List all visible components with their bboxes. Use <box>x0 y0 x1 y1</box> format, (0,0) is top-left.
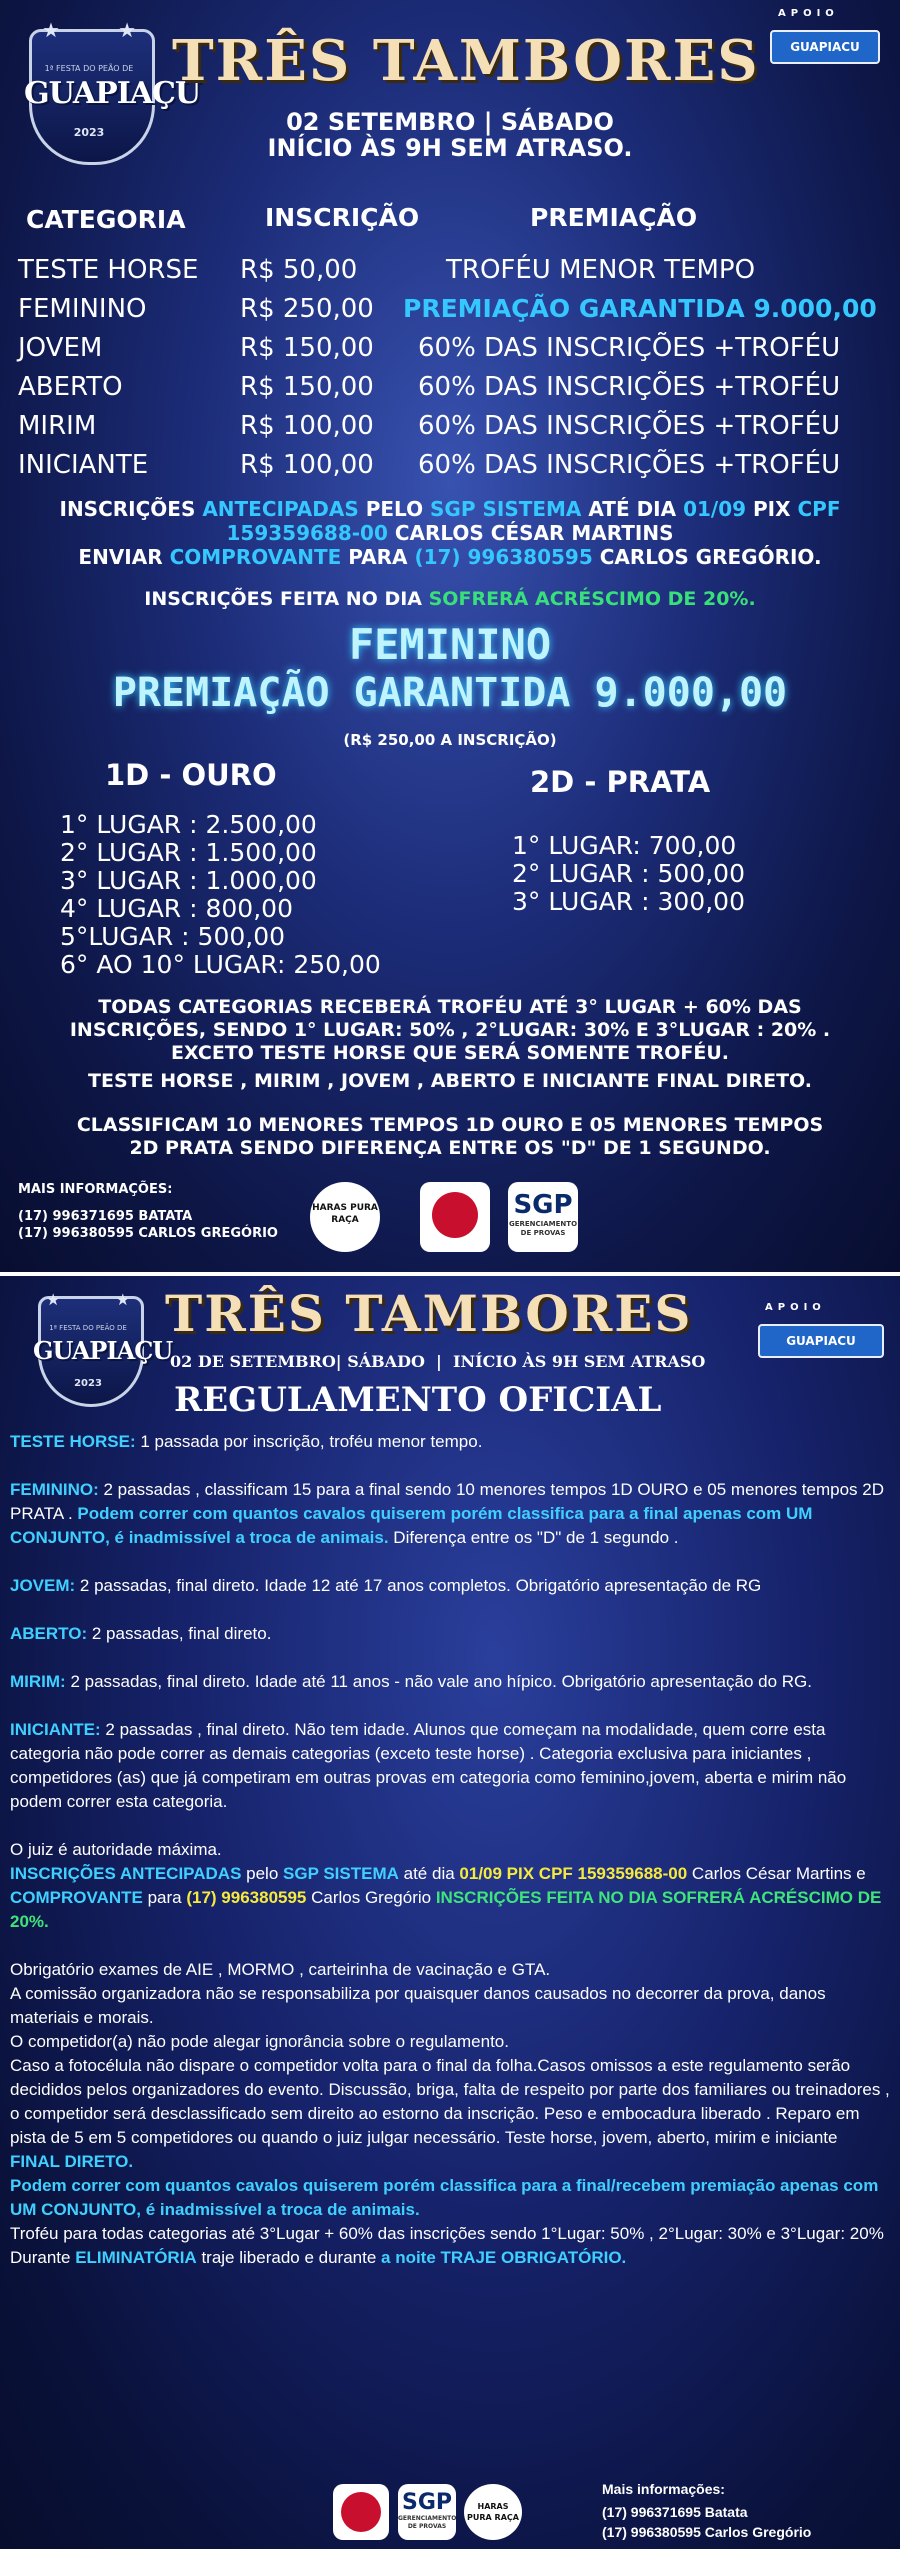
rule-label: TESTE HORSE: <box>10 1432 136 1451</box>
rule-label: INICIANTE: <box>10 1720 101 1739</box>
sgp-logo <box>398 2484 456 2540</box>
crest-year: 2023 <box>73 126 105 139</box>
ouro-place: 2° LUGAR : 1.500,00 <box>60 838 317 867</box>
phone-number: (17) 996380595 <box>414 545 593 569</box>
rule-teste-horse <box>10 1430 890 1454</box>
regulation-heading: REGULAMENTO OFICIAL <box>174 1380 662 1420</box>
ouro-list <box>60 811 381 979</box>
haras-logo: HARAS PURA RAÇA <box>464 2484 522 2540</box>
horse-head-icon <box>341 2492 381 2532</box>
rule-trofeu: Troféu para todas categorias até 3°Lugar + 60% das inscrições sendo 1°Lugar: 50% , 2°Lugar: 30% e 3°Lugar: 20% <box>10 2224 884 2243</box>
contact-phone: (17) 996371695 BATATA <box>18 1209 193 1224</box>
rule-text: Diferença entre os "D" de 1 segundo . <box>388 1528 679 1547</box>
category-prize: 60% DAS INSCRIÇÕES +TROFÉU <box>418 411 841 441</box>
prata-list <box>512 832 745 916</box>
ouro-place: 4° LUGAR : 800,00 <box>60 894 293 923</box>
trophy-rule-line: EXCETO TESTE HORSE QUE SERÁ SOMENTE TROFÉU. <box>170 1042 730 1064</box>
info-highlight: ANTECIPADAS <box>202 497 359 521</box>
contact-phone: (17) 996371695 Batata <box>602 2504 748 2520</box>
star-icon: ★ <box>115 1290 130 1309</box>
prata-place: 1° LUGAR: 700,00 <box>512 831 737 860</box>
rule-highlight: a noite TRAJE OBRIGATÓRIO. <box>381 2248 627 2267</box>
feminino-prize: PREMIAÇÃO GARANTIDA 9.000,00 <box>112 670 788 716</box>
star-icon: ★ <box>118 18 136 42</box>
rule-text: 2 passadas , final direto. Não tem idade. Alunos que começam na modalidade, quem corre esta categoria não pode correr as demais categorias (exceto teste horse) . Categoria exclusiva para iniciantes , competidores (as) que já competiram em outras provas em categoria como feminino,jovem, aberta e mirim não podem correr esta categoria. <box>10 1720 847 1811</box>
category-row <box>18 450 888 489</box>
regulation-body <box>10 1430 890 2270</box>
trophy-rules <box>0 996 900 1065</box>
category-price: R$ 50,00 <box>240 255 358 285</box>
surcharge-line <box>0 588 900 610</box>
info-highlight: CPF <box>797 497 841 521</box>
category-row <box>18 255 888 294</box>
rule-aberto <box>10 1622 890 1646</box>
category-name: JOVEM <box>18 333 103 363</box>
sgp-logo-sub: GERENCIAMENTO DE PROVAS <box>508 1220 578 1237</box>
category-name: INICIANTE <box>18 450 149 480</box>
category-prize: PREMIAÇÃO GARANTIDA 9.000,00 <box>403 294 877 323</box>
crest-edition: 1ª FESTA DO PEÃO DE <box>44 64 134 73</box>
category-price: R$ 100,00 <box>240 450 374 480</box>
category-price: R$ 150,00 <box>240 333 374 363</box>
info-text: PIX <box>746 497 798 521</box>
poster-schedule <box>0 0 900 1272</box>
apoio-label: APOIO <box>778 8 839 19</box>
category-prize: 60% DAS INSCRIÇÕES +TROFÉU <box>418 372 841 402</box>
date-line: 02 DE SETEMBRO| SÁBADO | INÍCIO ÀS 9H SEM ATRASO <box>170 1352 706 1371</box>
feminino-fee: (R$ 250,00 A INSCRIÇÃO) <box>343 731 557 749</box>
crest-year: 2023 <box>74 1378 102 1389</box>
rule-fotocelula <box>10 2054 890 2174</box>
rule-highlight: ELIMINATÓRIA <box>75 2248 197 2267</box>
info-line-2 <box>0 521 900 545</box>
category-row <box>18 411 888 450</box>
category-name: ABERTO <box>18 372 123 402</box>
rule-highlight: FINAL DIRETO. <box>10 2152 134 2171</box>
rule-text: Caso a fotocélula não dispare o competidor volta para o final da folha.Casos omissos a este regulamento serão decididos pelos organizadores do evento. Discussão, briga, falta de respeito por parte dos familiares ou treinadores , o competidor será desclassificado sem direito ao estorno da inscrição. Peso e embocadura liberado . Reparo em pista de 5 em 5 competidores ou quando o juiz julgar necessário. Teste horse, jovem, aberto, mirim e iniciante <box>10 2056 890 2147</box>
info-text: PELO <box>358 497 431 521</box>
rule-exames: Obrigatório exames de AIE , MORMO , carteirinha de vacinação e GTA. <box>10 1960 551 1979</box>
poster-regulation <box>0 1276 900 2549</box>
rule-text: Durante <box>10 2248 76 2267</box>
ouro-place: 6° AO 10° LUGAR: 250,00 <box>60 950 381 979</box>
info-text: ATÉ DIA <box>581 497 684 521</box>
horse-logo <box>333 2484 389 2540</box>
horse-logo <box>420 1182 490 1252</box>
info-text: CARLOS CÉSAR MARTINS <box>387 521 674 545</box>
rule-label: FEMININO: <box>10 1480 99 1499</box>
contact-list <box>18 1208 278 1242</box>
info-text: INSCRIÇÕES <box>59 497 203 521</box>
phone-number: (17) 996380595 <box>186 1888 307 1907</box>
prata-place: 3° LUGAR : 300,00 <box>512 887 745 916</box>
feminino-title: FEMININO <box>348 620 552 669</box>
trophy-rule-line: TODAS CATEGORIAS RECEBERÁ TROFÉU ATÉ 3° LUGAR + 60% DAS <box>98 996 802 1018</box>
ouro-place: 3° LUGAR : 1.000,00 <box>60 866 317 895</box>
info-line-3 <box>0 545 900 569</box>
rule-text: Carlos César Martins e <box>687 1864 866 1883</box>
ouro-place: 1° LUGAR : 2.500,00 <box>60 810 317 839</box>
event-title: TRÊS TAMBORES <box>172 28 760 94</box>
contact-list <box>602 2502 811 2542</box>
rule-label: JOVEM: <box>10 1576 76 1595</box>
rule-text: Carlos Gregório <box>306 1888 436 1907</box>
sgp-logo <box>508 1182 578 1252</box>
rule-comissao: A comissão organizadora não se responsabiliza por quaisquer danos causados no decorrer da prova, danos materiais e morais. <box>10 1984 826 2027</box>
category-row <box>18 372 888 411</box>
date-line: 02 SETEMBRO | SÁBADO <box>286 108 614 136</box>
category-name: MIRIM <box>18 411 97 441</box>
info-text: ENVIAR <box>78 545 170 569</box>
info-highlight: COMPROVANTE <box>169 545 342 569</box>
category-price: R$ 150,00 <box>240 372 374 402</box>
rule-highlight: INSCRIÇÕES FEITA NO DIA SOFRERÁ ACRÉSCIMO DE 20%. <box>10 1888 882 1931</box>
contact-phone: (17) 996380595 Carlos Gregório <box>602 2524 812 2540</box>
rule-highlight: INSCRIÇÕES ANTECIPADAS <box>10 1864 242 1883</box>
crest-name: GUAPIAÇU <box>33 1336 173 1365</box>
rule-competidor: O competidor(a) não pode alegar ignorância sobre o regulamento. <box>10 2032 509 2051</box>
surcharge-highlight: SOFRERÁ ACRÉSCIMO DE 20%. <box>428 588 756 610</box>
classify-rules <box>0 1114 900 1160</box>
star-icon: ★ <box>42 18 60 42</box>
rule-cavalos: Podem correr com quantos cavalos quiserem porém classifica para a final/recebem premiação apenas com UM CONJUNTO, é inadmissível a troca de animais. <box>10 2176 879 2219</box>
festa-crest-logo <box>28 1286 173 1406</box>
header-premiacao: PREMIAÇÃO <box>530 203 698 232</box>
rule-label: MIRIM: <box>10 1672 66 1691</box>
rule-text: 2 passadas, final direto. <box>87 1624 272 1643</box>
category-price: R$ 250,00 <box>240 294 374 324</box>
info-text: PARA <box>341 545 415 569</box>
ouro-place: 5°LUGAR : 500,00 <box>60 922 286 951</box>
rule-text: 2 passadas, final direto. Idade 12 até 17 anos completos. Obrigatório apresentação de RG <box>75 1576 762 1595</box>
rule-highlight: COMPROVANTE <box>10 1888 143 1907</box>
classify-line: 2D PRATA SENDO DIFERENÇA ENTRE OS "D" DE 1 SEGUNDO. <box>129 1137 771 1159</box>
rule-jovem <box>10 1574 890 1598</box>
sgp-logo-text: SGP <box>401 2490 453 2515</box>
info-highlight: 01/09 <box>683 497 747 521</box>
final-direct-line: TESTE HORSE , MIRIM , JOVEM , ABERTO E INICIANTE FINAL DIRETO. <box>88 1070 812 1092</box>
contact-phone: (17) 996380595 CARLOS GREGÓRIO <box>18 1226 278 1241</box>
sponsor-guapiacu-badge: GUAPIACU <box>770 30 880 64</box>
rule-text: para <box>142 1888 187 1907</box>
category-table <box>18 255 888 489</box>
apoio-label: APOIO <box>765 1302 826 1313</box>
rule-text: 2 passadas , classificam 15 para a final sendo 10 menores tempos 1D OURO e 05 menores tempos 2D PRATA . <box>10 1480 885 1523</box>
surcharge-text: INSCRIÇÕES FEITA NO DIA <box>144 588 429 610</box>
rule-text: pelo <box>241 1864 284 1883</box>
rule-juiz: O juiz é autoridade máxima. <box>10 1840 222 1859</box>
category-price: R$ 100,00 <box>240 411 374 441</box>
rule-traje <box>10 2246 890 2270</box>
ouro-title: 1D - OURO <box>105 758 277 792</box>
classify-line: CLASSIFICAM 10 MENORES TEMPOS 1D OURO E 05 MENORES TEMPOS <box>76 1114 824 1136</box>
rule-mirim <box>10 1670 890 1694</box>
haras-logo: HARAS PURA RAÇA <box>310 1182 380 1252</box>
rule-text: 2 passadas, final direto. Idade até 11 anos - não vale ano hípico. Obrigatório apresentação do RG. <box>65 1672 812 1691</box>
rule-iniciante <box>10 1718 890 1814</box>
rule-feminino <box>10 1478 890 1550</box>
category-name: FEMININO <box>18 294 147 324</box>
category-row <box>18 333 888 372</box>
prata-place: 2° LUGAR : 500,00 <box>512 859 745 888</box>
cpf-number: 159359688-00 <box>226 521 388 545</box>
rule-text: traje liberado e durante <box>196 2248 382 2267</box>
header-categoria: CATEGORIA <box>26 205 186 234</box>
info-highlight: SGP SISTEMA <box>430 497 582 521</box>
category-row <box>18 294 888 333</box>
category-prize: 60% DAS INSCRIÇÕES +TROFÉU <box>418 333 841 363</box>
category-prize: 60% DAS INSCRIÇÕES +TROFÉU <box>418 450 841 480</box>
category-name: TESTE HORSE <box>18 255 199 285</box>
prata-title: 2D - PRATA <box>530 765 711 799</box>
crest-edition: 1ª FESTA DO PEÃO DE <box>49 1324 127 1332</box>
event-title: TRÊS TAMBORES <box>165 1284 693 1343</box>
sgp-logo-sub: GERENCIAMENTO DE PROVAS <box>398 2515 457 2530</box>
rule-inscricoes <box>10 1862 890 1934</box>
crest-name: GUAPIAÇU <box>24 76 201 111</box>
horse-head-icon <box>432 1192 478 1238</box>
category-prize: TROFÉU MENOR TEMPO <box>446 255 756 285</box>
rule-highlight: Podem correr com quantos cavalos quiserem porém classifica para a final apenas com UM CONJUNTO, é inadmissível a troca de animais. <box>10 1504 813 1547</box>
rule-highlight: 01/09 PIX CPF 159359688-00 <box>459 1864 688 1883</box>
rule-text: até dia <box>398 1864 460 1883</box>
contact-label: Mais informações: <box>602 2481 725 2497</box>
contact-label: MAIS INFORMAÇÕES: <box>18 1182 173 1197</box>
rule-text: 1 passada por inscrição, troféu menor tempo. <box>135 1432 483 1451</box>
start-line: INÍCIO ÀS 9H SEM ATRASO. <box>267 134 633 162</box>
header-inscricao: INSCRIÇÃO <box>265 203 420 232</box>
sgp-logo-text: SGP <box>513 1190 573 1220</box>
info-text: CARLOS GREGÓRIO. <box>592 545 822 569</box>
sponsor-guapiacu-badge: GUAPIACU <box>758 1324 884 1358</box>
star-icon: ★ <box>46 1290 61 1309</box>
trophy-rule-line: INSCRIÇÕES, SENDO 1° LUGAR: 50% , 2°LUGAR: 30% E 3°LUGAR : 20% . <box>69 1019 831 1041</box>
info-line-1 <box>0 497 900 521</box>
rule-highlight: SGP SISTEMA <box>283 1864 399 1883</box>
rule-label: ABERTO: <box>10 1624 88 1643</box>
